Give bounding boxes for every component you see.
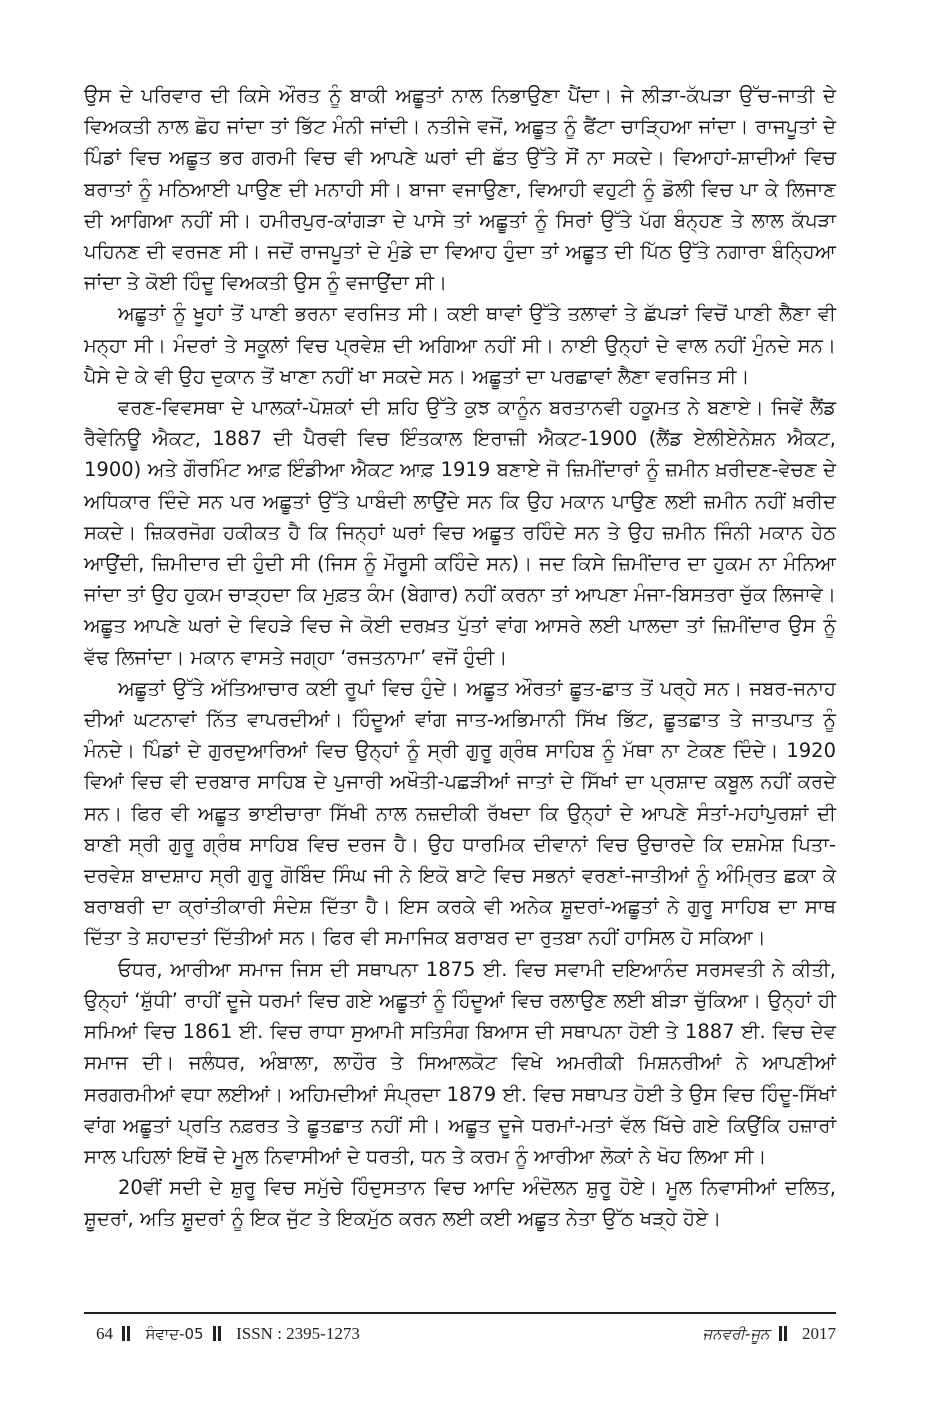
paragraph-5: ਓਧਰ, ਆਰੀਆ ਸਮਾਜ ਜਿਸ ਦੀ ਸਥਾਪਨਾ 1875 ਈ. ਵਿਚ ਸਵਾਮੀ ਦਇਆਨੰਦ ਸਰਸਵਤੀ ਨੇ ਕੀਤੀ, ਉਨ੍ਹਾਂ ‘ਸ਼ੁੱਧੀ’ ਰਾਹੀਂ ਦੂਜੇ ਧਰਮਾਂ ਵਿਚ ਗਏ ਅਛੂਤਾਂ ਨੂੰ ਹਿੰਦੂਆਂ ਵਿਚ ਰਲਾਉਣ ਲਈ ਬੀੜਾ ਚੁੱਕਿਆ। ਉਨ੍ਹਾਂ ਹੀ ਸਮਿਆਂ ਵਿਚ 1861 ਈ. ਵਿਚ ਰਾਧਾ ਸੁਆਮੀ ਸਤਿਸੰਗ ਬਿਆਸ ਦੀ ਸਥਾਪਨਾ ਹੋਈ ਤੇ 1887 ਈ. ਵਿਚ ਦੇਵ ਸਮਾਜ ਦੀ। ਜਲੰਧਰ, ਅੰਬਾਲਾ, ਲਾਹੌਰ ਤੇ ਸਿਆਲਕੋਟ ਵਿਖੇ ਅਮਰੀਕੀ ਮਿਸ਼ਨਰੀਆਂ ਨੇ ਆਪਣੀਆਂ ਸਰਗਰਮੀਆਂ ਵਧਾ ਲਈਆਂ। ਅਹਿਮਦੀਆਂ ਸੰਪ੍ਰਦਾ 1879 ਈ. ਵਿਚ ਸਥਾਪਤ ਹੋਈ ਤੇ ਉਸ ਵਿਚ ਹਿੰਦੂ-ਸਿੱਖਾਂ ਵਾਂਗ ਅਛੂਤਾਂ ਪ੍ਰਤਿ ਨਫ਼ਰਤ ਤੇ ਛੂਤਛਾਤ ਨਹੀਂ ਸੀ। ਅਛੂਤ ਦੂਜੇ ਧਰਮਾਂ-ਮਤਾਂ ਵੱਲ ਖਿੱਚੇ ਗਏ ਕਿਉਂਕਿ ਹਜ਼ਾਰਾਂ ਸਾਲ ਪਹਿਲਾਂ ਇਥੋਂ ਦੇ ਮੂਲ ਨਿਵਾਸੀਆਂ ਦੇ ਧਰਤੀ, ਧਨ ਤੇ ਕਰਮ ਨੂੰ ਆਰੀਆ ਲੋਕਾਂ ਨੇ ਖੋਹ ਲਿਆ ਸੀ।: [84, 957, 836, 1168]
separator-icon: [213, 1326, 227, 1341]
separator-icon: [779, 1326, 793, 1341]
paragraph-1: ਉਸ ਦੇ ਪਰਿਵਾਰ ਦੀ ਕਿਸੇ ਔਰਤ ਨੂੰ ਬਾਕੀ ਅਛੂਤਾਂ ਨਾਲ ਨਿਭਾਉਣਾ ਪੈਂਦਾ। ਜੇ ਲੀੜਾ-ਕੱਪੜਾ ਉੱਚ-ਜਾਤੀ ਦੇ ਵਿਅਕਤੀ ਨਾਲ ਛੋਹ ਜਾਂਦਾ ਤਾਂ ਭਿੱਟ ਮੰਨੀ ਜਾਂਦੀ। ਨਤੀਜੇ ਵਜੋਂ, ਅਛੂਤ ਨੂੰ ਫੈਂਟਾ ਚਾੜ੍ਹਿਆ ਜਾਂਦਾ। ਰਾਜਪੂਤਾਂ ਦੇ ਪਿੰਡਾਂ ਵਿਚ ਅਛੂਤ ਭਰ ਗਰਮੀ ਵਿਚ ਵੀ ਆਪਣੇ ਘਰਾਂ ਦੀ ਛੱਤ ਉੱਤੇ ਸੌਂ ਨਾ ਸਕਦੇ। ਵਿਆਹਾਂ-ਸ਼ਾਦੀਆਂ ਵਿਚ ਬਰਾਤਾਂ ਨੂੰ ਮਠਿਆਈ ਪਾਉਣ ਦੀ ਮਨਾਹੀ ਸੀ। ਬਾਜਾ ਵਜਾਉਣਾ, ਵਿਆਹੀ ਵਹੁਟੀ ਨੂੰ ਡੋਲੀ ਵਿਚ ਪਾ ਕੇ ਲਿਜਾਣ ਦੀ ਆਗਿਆ ਨਹੀਂ ਸੀ। ਹਮੀਰਪੁਰ-ਕਾਂਗੜਾ ਦੇ ਪਾਸੇ ਤਾਂ ਅਛੂਤਾਂ ਨੂੰ ਸਿਰਾਂ ਉੱਤੇ ਪੱਗ ਬੰਨ੍ਹਣ ਤੇ ਲਾਲ ਕੱਪੜਾ ਪਹਿਨਣ ਦੀ ਵਰਜਣ ਸੀ। ਜਦੋਂ ਰਾਜਪੂਤਾਂ ਦੇ ਮੁੰਡੇ ਦਾ ਵਿਆਹ ਹੁੰਦਾ ਤਾਂ ਅਛੂਤ ਦੀ ਪਿੱਠ ਉੱਤੇ ਨਗਾਰਾ ਬੰਨ੍ਹਿਆ ਜਾਂਦਾ ਤੇ ਕੋਈ ਹਿੰਦੂ ਵਿਅਕਤੀ ਉਸ ਨੂੰ ਵਜਾਉਂਦਾ ਸੀ।: [84, 84, 836, 295]
paragraph-3: ਵਰਣ-ਵਿਵਸਥਾ ਦੇ ਪਾਲਕਾਂ-ਪੋਸ਼ਕਾਂ ਦੀ ਸ਼ਹਿ ਉੱਤੇ ਕੁਝ ਕਾਨੂੰਨ ਬਰਤਾਨਵੀ ਹਕੂਮਤ ਨੇ ਬਣਾਏ। ਜਿਵੇਂ ਲੈਂਡ ਰੈਵੇਨਿਊ ਐਕਟ, 1887 ਦੀ ਪੈਰਵੀ ਵਿਚ ਇੰਤਕਾਲ ਇਰਾਜ਼ੀ ਐਕਟ-1900 (ਲੈਂਡ ਏਲੀਏਨੇਸ਼ਨ ਐਕਟ, 1900) ਅਤੇ ਗੌਰਮਿੰਟ ਆਫ਼ ਇੰਡੀਆ ਐਕਟ ਆਫ਼ 1919 ਬਣਾਏ ਜੋ ਜ਼ਿਮੀਂਦਾਰਾਂ ਨੂੰ ਜ਼ਮੀਨ ਖ਼ਰੀਦਣ-ਵੇਚਣ ਦੇ ਅਧਿਕਾਰ ਦਿੰਦੇ ਸਨ ਪਰ ਅਛੂਤਾਂ ਉੱਤੇ ਪਾਬੰਦੀ ਲਾਉਂਦੇ ਸਨ ਕਿ ਉਹ ਮਕਾਨ ਪਾਉਣ ਲਈ ਜ਼ਮੀਨ ਨਹੀਂ ਖ਼ਰੀਦ ਸਕਦੇ। ਜ਼ਿਕਰਜੋਗ ਹਕੀਕਤ ਹੈ ਕਿ ਜਿਨ੍ਹਾਂ ਘਰਾਂ ਵਿਚ ਅਛੂਤ ਰਹਿੰਦੇ ਸਨ ਤੇ ਉਹ ਜ਼ਮੀਨ ਜਿੰਨੀ ਮਕਾਨ ਹੇਠ ਆਉਂਦੀ, ਜ਼ਿਮੀਦਾਰ ਦੀ ਹੁੰਦੀ ਸੀ (ਜਿਸ ਨੂੰ ਮੌਰੂਸੀ ਕਹਿੰਦੇ ਸਨ)। ਜਦ ਕਿਸੇ ਜ਼ਿਮੀਂਦਾਰ ਦਾ ਹੁਕਮ ਨਾ ਮੰਨਿਆ ਜਾਂਦਾ ਤਾਂ ਉਹ ਹੁਕਮ ਚਾੜ੍ਹਦਾ ਕਿ ਮੁਫ਼ਤ ਕੰਮ (ਬੇਗਾਰ) ਨਹੀਂ ਕਰਨਾ ਤਾਂ ਆਪਣਾ ਮੰਜਾ-ਬਿਸਤਰਾ ਚੁੱਕ ਲਿਜਾਵੇ। ਅਛੂਤ ਆਪਣੇ ਘਰਾਂ ਦੇ ਵਿਹੜੇ ਵਿਚ ਜੇ ਕੋਈ ਦਰਖ਼ਤ ਪੁੱਤਾਂ ਵਾਂਗ ਆਸਰੇ ਲਈ ਪਾਲਦਾ ਤਾਂ ਜ਼ਿਮੀਂਦਾਰ ਉਸ ਨੂੰ ਵੱਢ ਲਿਜਾਂਦਾ। ਮਕਾਨ ਵਾਸਤੇ ਜਗ੍ਹਾ ‘ਰਜਤਨਾਮਾ’ ਵਜੋਂ ਹੁੰਦੀ।: [84, 396, 836, 669]
paragraph-6: 20ਵੀਂ ਸਦੀ ਦੇ ਸ਼ੁਰੂ ਵਿਚ ਸਮੁੱਚੇ ਹਿੰਦੁਸਤਾਨ ਵਿਚ ਆਦਿ ਅੰਦੋਲਨ ਸ਼ੁਰੂ ਹੋਏ। ਮੂਲ ਨਿਵਾਸੀਆਂ ਦਲਿਤ, ਸ਼ੂਦਰਾਂ, ਅਤਿ ਸ਼ੂਦਰਾਂ ਨੂੰ ਇਕ ਜੁੱਟ ਤੇ ਇਕਮੁੱਠ ਕਰਨ ਲਈ ਕਈ ਅਛੂਤ ਨੇਤਾ ਉੱਠ ਖੜ੍ਹੇ ਹੋਏ।: [84, 1176, 836, 1231]
footer-left: [96, 1324, 360, 1344]
issue-year: 2017: [802, 1324, 836, 1343]
footer-right: [703, 1324, 836, 1344]
journal-name: ਸੰਵਾਦ-05: [145, 1325, 204, 1343]
page-footer: [84, 1322, 836, 1350]
paragraph-2: ਅਛੂਤਾਂ ਨੂੰ ਖੂਹਾਂ ਤੋਂ ਪਾਣੀ ਭਰਨਾ ਵਰਜਿਤ ਸੀ। ਕਈ ਥਾਵਾਂ ਉੱਤੇ ਤਲਾਵਾਂ ਤੇ ਛੱਪੜਾਂ ਵਿਚੋਂ ਪਾਣੀ ਲੈਣਾ ਵੀ ਮਨ੍ਹਾ ਸੀ। ਮੰਦਰਾਂ ਤੇ ਸਕੂਲਾਂ ਵਿਚ ਪ੍ਰਵੇਸ਼ ਦੀ ਅਗਿਆ ਨਹੀਂ ਸੀ। ਨਾਈ ਉਨ੍ਹਾਂ ਦੇ ਵਾਲ ਨਹੀਂ ਮੁੰਨਦੇ ਸਨ। ਪੈਸੇ ਦੇ ਕੇ ਵੀ ਉਹ ਦੁਕਾਨ ਤੋਂ ਖਾਣਾ ਨਹੀਂ ਖਾ ਸਕਦੇ ਸਨ। ਅਛੂਤਾਂ ਦਾ ਪਰਛਾਵਾਂ ਲੈਣਾ ਵਰਜਿਤ ਸੀ।: [84, 302, 836, 388]
footer-rule: [84, 1312, 836, 1314]
issn: ISSN : 2395-1273: [236, 1324, 360, 1343]
paragraph-4: ਅਛੂਤਾਂ ਉੱਤੇ ਅੱਤਿਆਚਾਰ ਕਈ ਰੂਪਾਂ ਵਿਚ ਹੁੰਦੇ। ਅਛੂਤ ਔਰਤਾਂ ਛੂਤ-ਛਾਤ ਤੋਂ ਪਰ੍ਹੇ ਸਨ। ਜਬਰ-ਜਨਾਹ ਦੀਆਂ ਘਟਨਾਵਾਂ ਨਿੱਤ ਵਾਪਰਦੀਆਂ। ਹਿੰਦੂਆਂ ਵਾਂਗ ਜਾਤ-ਅਭਿਮਾਨੀ ਸਿੱਖ ਭਿੱਟ, ਛੂਤਛਾਤ ਤੇ ਜਾਤਪਾਤ ਨੂੰ ਮੰਨਦੇ। ਪਿੰਡਾਂ ਦੇ ਗੁਰਦੁਆਰਿਆਂ ਵਿਚ ਉਨ੍ਹਾਂ ਨੂੰ ਸ੍ਰੀ ਗੁਰੂ ਗ੍ਰੰਥ ਸਾਹਿਬ ਨੂੰ ਮੱਥਾ ਨਾ ਟੇਕਣ ਦਿੰਦੇ। 1920 ਵਿਆਂ ਵਿਚ ਵੀ ਦਰਬਾਰ ਸਾਹਿਬ ਦੇ ਪੁਜਾਰੀ ਅਖੌਤੀ-ਪਛੜੀਆਂ ਜਾਤਾਂ ਦੇ ਸਿੱਖਾਂ ਦਾ ਪ੍ਰਸ਼ਾਦ ਕਬੂਲ ਨਹੀਂ ਕਰਦੇ ਸਨ। ਫਿਰ ਵੀ ਅਛੂਤ ਭਾਈਚਾਰਾ ਸਿੱਖੀ ਨਾਲ ਨਜ਼ਦੀਕੀ ਰੱਖਦਾ ਕਿ ਉਨ੍ਹਾਂ ਦੇ ਆਪਣੇ ਸੰਤਾਂ-ਮਹਾਂਪੁਰਸ਼ਾਂ ਦੀ ਬਾਣੀ ਸ੍ਰੀ ਗੁਰੂ ਗ੍ਰੰਥ ਸਾਹਿਬ ਵਿਚ ਦਰਜ ਹੈ। ਉਹ ਧਾਰਮਿਕ ਦੀਵਾਨਾਂ ਵਿਚ ਉਚਾਰਦੇ ਕਿ ਦਸ਼ਮੇਸ਼ ਪਿਤਾ-ਦਰਵੇਸ਼ ਬਾਦਸ਼ਾਹ ਸ੍ਰੀ ਗੁਰੂ ਗੋਬਿੰਦ ਸਿੰਘ ਜੀ ਨੇ ਇਕੋ ਬਾਟੇ ਵਿਚ ਸਭਨਾਂ ਵਰਣਾਂ-ਜਾਤੀਆਂ ਨੂੰ ਅੰਮ੍ਰਿਤ ਛਕਾ ਕੇ ਬਰਾਬਰੀ ਦਾ ਕ੍ਰਾਂਤੀਕਾਰੀ ਸੰਦੇਸ਼ ਦਿੱਤਾ ਹੈ। ਇਸ ਕਰਕੇ ਵੀ ਅਨੇਕ ਸ਼ੂਦਰਾਂ-ਅਛੂਤਾਂ ਨੇ ਗੁਰੂ ਸਾਹਿਬ ਦਾ ਸਾਥ ਦਿੱਤਾ ਤੇ ਸ਼ਹਾਦਤਾਂ ਦਿੱਤੀਆਂ ਸਨ। ਫਿਰ ਵੀ ਸਮਾਜਿਕ ਬਰਾਬਰ ਦਾ ਰੁਤਬਾ ਨਹੀਂ ਹਾਸਿਲ ਹੋ ਸਕਿਆ।: [84, 676, 836, 950]
page-number: 64: [96, 1324, 113, 1343]
issue-period: ਜਨਵਰੀ-ਜੂਨ: [702, 1325, 770, 1343]
separator-icon: [122, 1326, 136, 1341]
article-body: [84, 80, 836, 1235]
